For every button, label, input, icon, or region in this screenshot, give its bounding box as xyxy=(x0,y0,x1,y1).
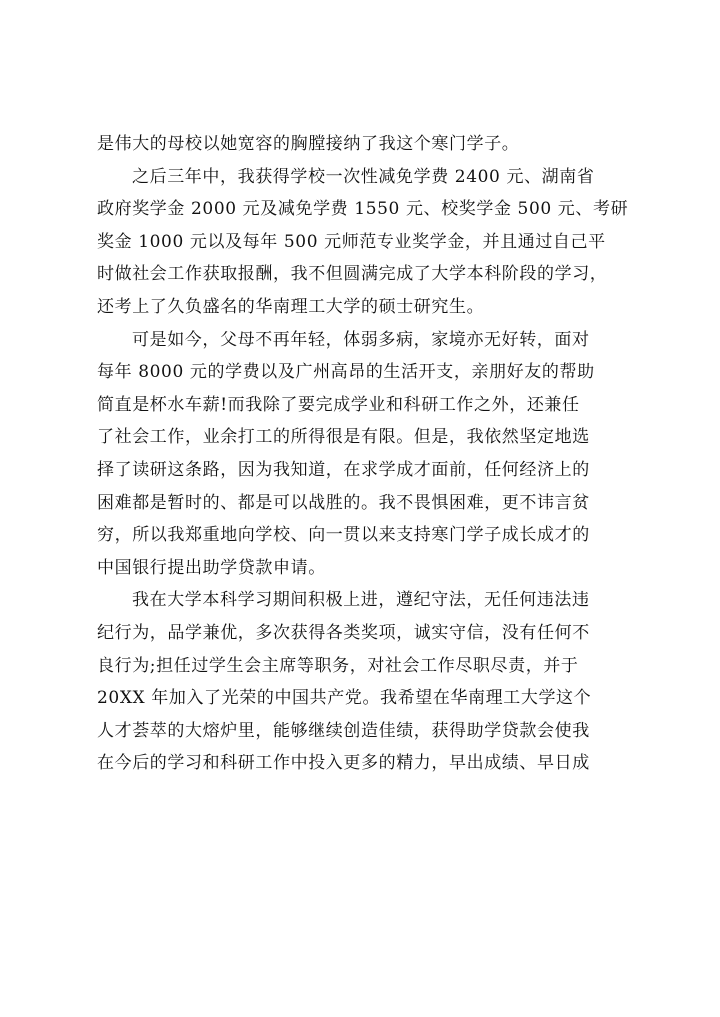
text-line: 穷，所以我郑重地向学校、向一贯以来支持寒门学子成长成才的 xyxy=(97,525,590,546)
paragraph-2 xyxy=(97,161,631,324)
paragraph-3 xyxy=(97,324,631,585)
text-line: 之后三年中，我获得学校一次性减免学费 2400 元、湖南省 xyxy=(132,166,595,187)
text-line: 人才荟萃的大熔炉里，能够继续创造佳绩，获得助学贷款会使我 xyxy=(97,720,590,741)
text-line: 是伟大的母校以她宽容的胸膛接纳了我这个寒门学子。 xyxy=(97,134,520,154)
text-line: 可是如今，父母不再年轻，体弱多病，家境亦无好转，面对 xyxy=(132,329,590,350)
document-body xyxy=(97,128,631,780)
text-line: 纪行为，品学兼优，多次获得各类奖项，诚实守信，没有任何不 xyxy=(97,622,590,643)
text-line: 时做社会工作获取报酬，我不但圆满完成了大学本科阶段的学习， xyxy=(97,264,608,285)
text-line: 困难都是暂时的、都是可以战胜的。我不畏惧困难，更不讳言贫 xyxy=(97,492,590,513)
text-line: 择了读研这条路，因为我知道，在求学成才面前，任何经济上的 xyxy=(97,459,590,480)
text-line: 良行为;担任过学生会主席等职务，对社会工作尽职尽责，并于 xyxy=(97,655,579,676)
text-line: 了社会工作，业余打工的所得很是有限。但是，我依然坚定地选 xyxy=(97,427,590,448)
text-line: 简直是杯水车薪!而我除了要完成学业和科研工作之外，还兼任 xyxy=(97,394,580,415)
text-line: 20XX 年加入了光荣的中国共产党。我希望在华南理工大学这个 xyxy=(97,688,592,709)
text-line: 每年 8000 元的学费以及广州高昂的生活开支，亲朋好友的帮助 xyxy=(97,362,595,383)
text-line: 还考上了久负盛名的华南理工大学的硕士研究生。 xyxy=(97,296,485,317)
text-line: 在今后的学习和科研工作中投入更多的精力，早出成绩、早日成 xyxy=(97,753,590,774)
text-line: 奖金 1000 元以及每年 500 元师范专业奖学金，并且通过自己平 xyxy=(97,231,606,252)
text-line: 中国银行提出助学贷款申请。 xyxy=(97,557,326,578)
paragraph-4 xyxy=(97,584,631,780)
text-line: 我在大学本科学习期间积极上进，遵纪守法，无任何违法违 xyxy=(132,590,590,611)
text-line: 政府奖学金 2000 元及减免学费 1550 元、校奖学金 500 元、考研 xyxy=(97,199,629,220)
paragraph-1 xyxy=(97,128,631,161)
